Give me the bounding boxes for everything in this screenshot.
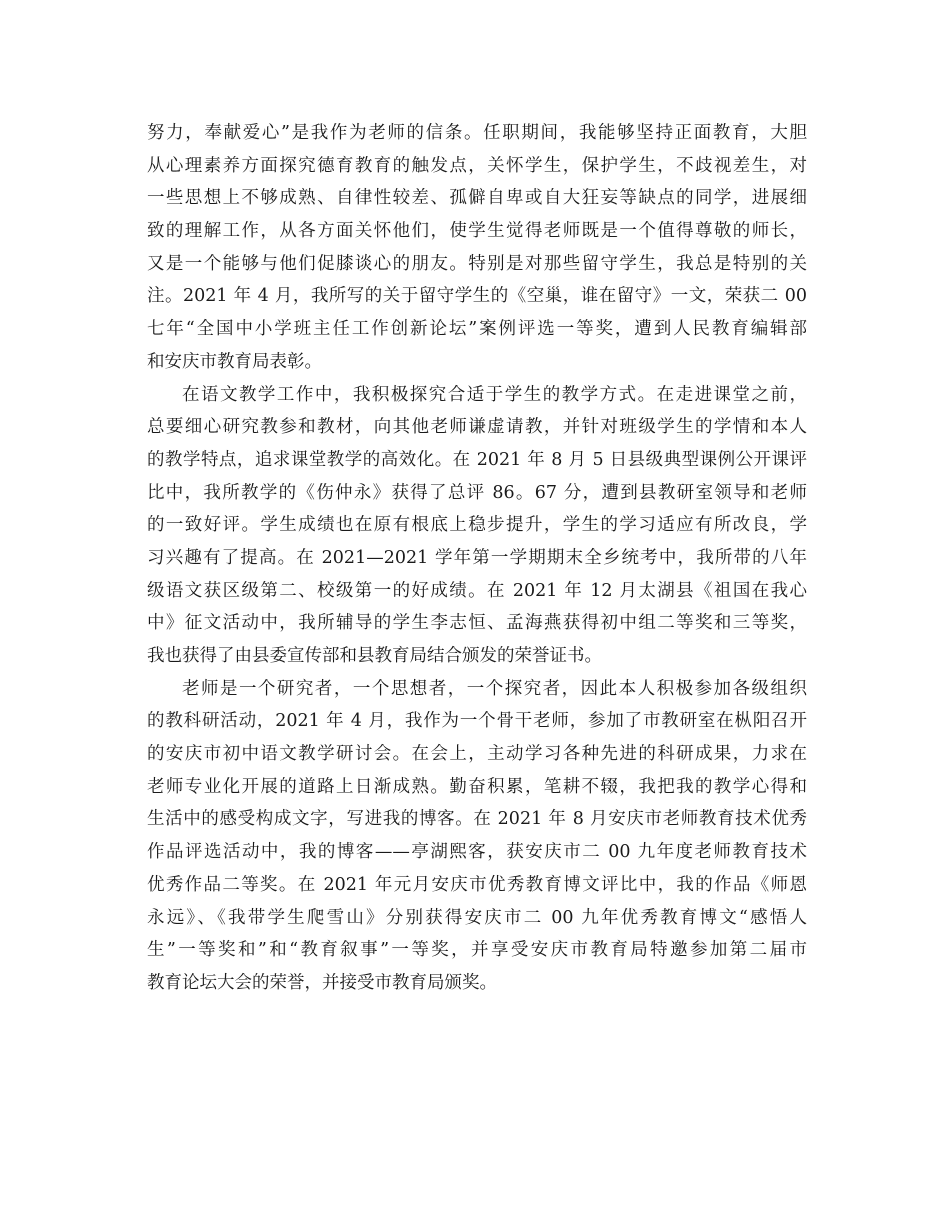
text-line: 致的理解工作，从各方面关怀他们，使学生觉得老师既是一个值得尊敬的师长，	[147, 221, 807, 242]
text-line: 努力，奉献爱心”是我作为老师的信条。任职期间，我能够坚持正面教育，大胆	[147, 123, 807, 143]
text-line: 的教科研活动，2021 年 4 月，我作为一个骨干老师，参加了市教研室在枞阳召开	[147, 711, 807, 732]
text-line: 和安庆市教育局表彰。	[147, 351, 322, 372]
paragraph-2	[147, 379, 807, 673]
text-line: 教育论坛大会的荣誉，并接受市教育局颁奖。	[147, 972, 497, 993]
text-line: 注。2021 年 4 月，我所写的关于留守学生的《空巢，谁在留守》一文，荣获二 00	[147, 286, 807, 307]
paragraph-3	[147, 673, 807, 1000]
text-line: 比中，我所教学的《伤仲永》获得了总评 86。67 分，遭到县教研室领导和老师	[147, 482, 807, 503]
text-line: 从心理素养方面探究德育教育的触发点，关怀学生，保护学生，不歧视差生，对	[147, 155, 807, 176]
text-line: 的教学特点，追求课堂教学的高效化。在 2021 年 8 月 5 日县级典型课例公开课评	[147, 449, 807, 470]
text-line: 一些思想上不够成熟、自律性较差、孤僻自卑或自大狂妄等缺点的同学，进展细	[147, 188, 807, 209]
text-line: 我也获得了由县委宣传部和县教育局结合颁发的荣誉证书。	[147, 646, 602, 666]
text-line: 中》征文活动中，我所辅导的学生李志恒、孟海燕获得初中组二等奖和三等奖，	[147, 613, 807, 634]
text-line: 级语文获区级第二、校级第一的好成绩。在 2021 年 12 月太湖县《祖国在我心	[147, 580, 807, 601]
text-line: 的一致好评。学生成绩也在原有根底上稳步提升，学生的学习适应有所改良，学	[147, 515, 807, 536]
paragraph-1	[147, 117, 807, 379]
text-line: 老师是一个研究者，一个思想者，一个探究者，因此本人积极参加各级组织	[182, 678, 807, 699]
text-line: 生”一等奖和”和“教育叙事”一等奖，并享受安庆市教育局特邀参加第二届市	[147, 940, 807, 961]
text-line: 永远》、《我带学生爬雪山》分别获得安庆市二 00 九年优秀教育博文“感悟人	[147, 907, 807, 928]
text-line: 老师专业化开展的道路上日渐成熟。勤奋积累，笔耕不辍，我把我的教学心得和	[147, 776, 807, 797]
text-line: 总要细心研究教参和教材，向其他老师谦虚请教，并针对班级学生的学情和本人	[147, 417, 807, 438]
text-line: 又是一个能够与他们促膝谈心的朋友。特别是对那些留守学生，我总是特别的关	[147, 253, 807, 274]
text-line: 生活中的感受构成文字，写进我的博客。在 2021 年 8 月安庆市老师教育技术优秀	[147, 809, 807, 830]
text-line: 优秀作品二等奖。在 2021 年元月安庆市优秀教育博文评比中，我的作品《师恩	[147, 874, 807, 895]
text-line: 的安庆市初中语文教学研讨会。在会上，主动学习各种先进的科研成果，力求在	[147, 744, 807, 765]
text-line: 习兴趣有了提高。在 2021—2021 学年第一学期期末全乡统考中，我所带的八年	[147, 547, 807, 568]
text-line: 作品评选活动中，我的博客——亭湖熙客，获安庆市二 00 九年度老师教育技术	[147, 842, 807, 863]
text-line: 七年“全国中小学班主任工作创新论坛”案例评选一等奖，遭到人民教育编辑部	[147, 319, 807, 340]
document-body	[147, 117, 807, 1000]
text-line: 在语文教学工作中，我积极探究合适于学生的教学方式。在走进课堂之前，	[182, 384, 807, 405]
